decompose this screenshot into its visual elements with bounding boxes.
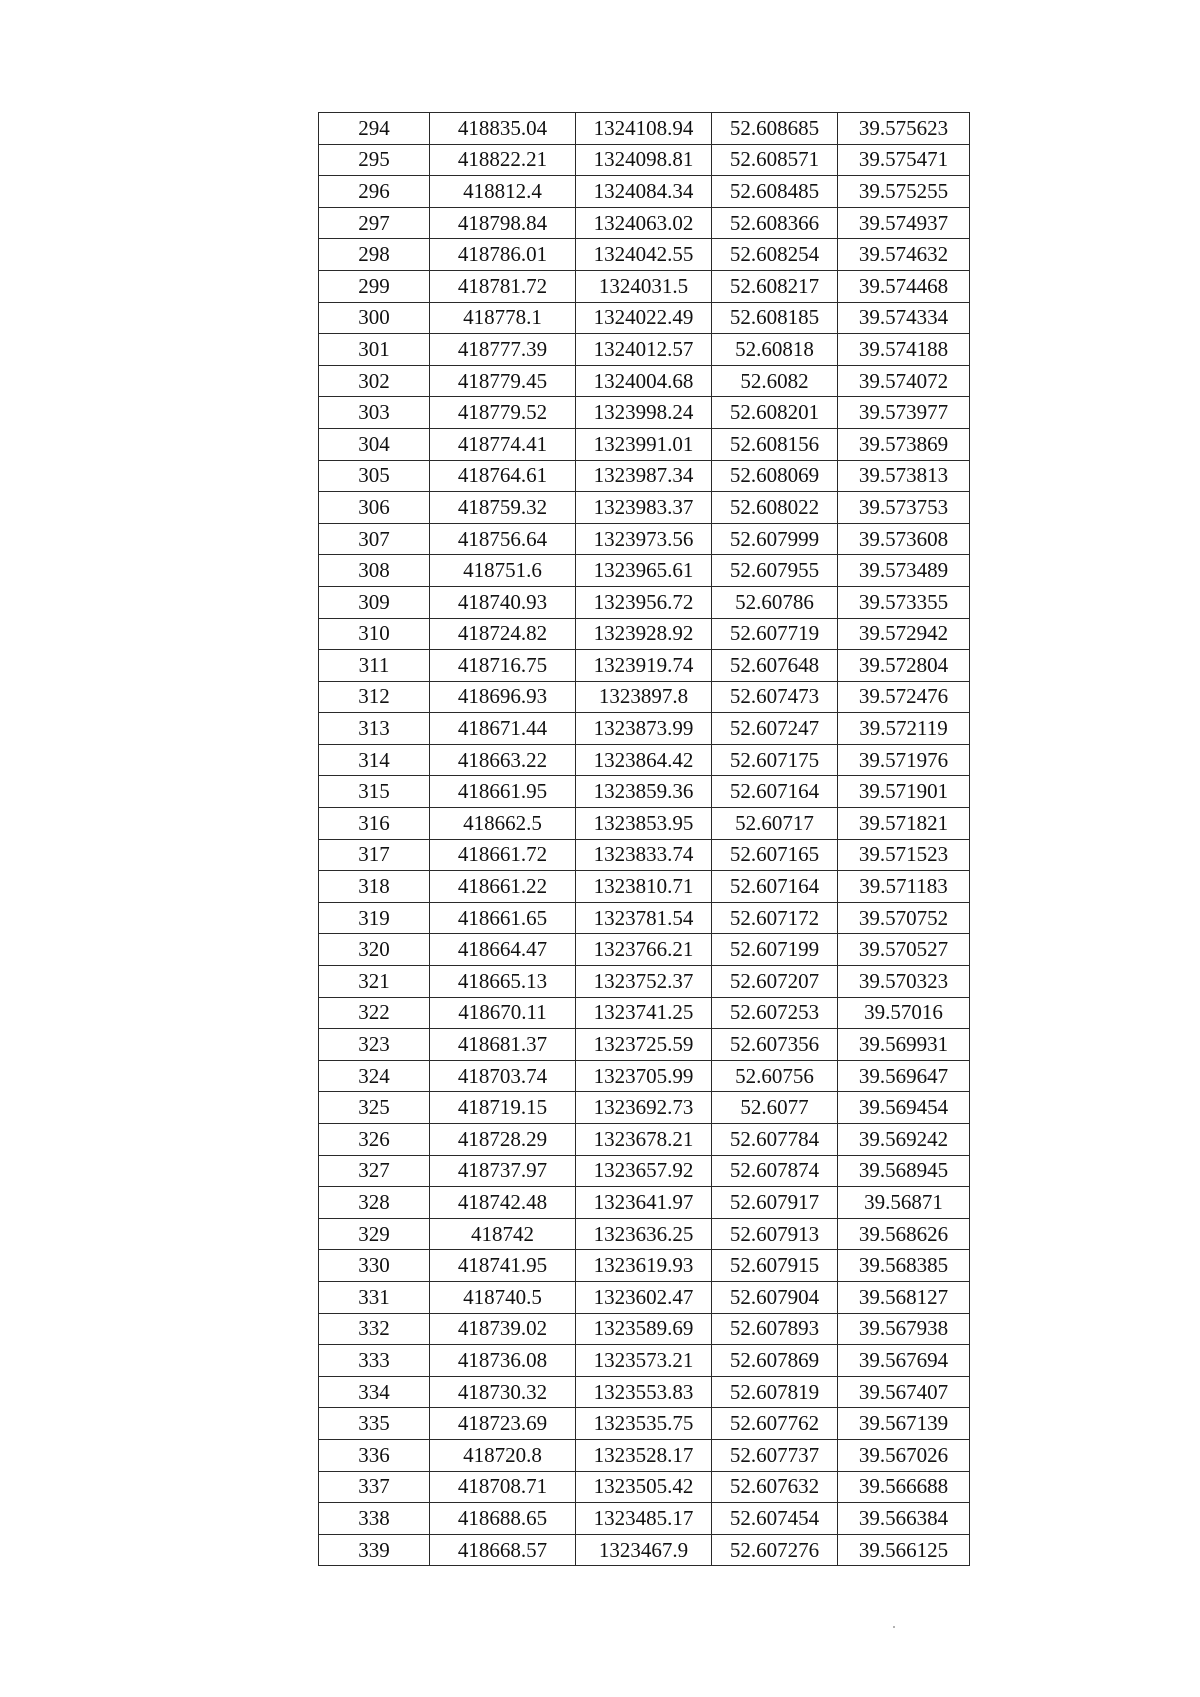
y-coordinate-cell: 1324063.02 [576,207,712,239]
y-coordinate-cell: 1324004.68 [576,365,712,397]
table-row [319,144,970,176]
point-number-cell: 336 [319,1439,430,1471]
x-coordinate-cell: 418741.95 [430,1250,576,1282]
point-number-cell: 308 [319,555,430,587]
table-row [319,1534,970,1566]
y-coordinate-cell: 1324042.55 [576,239,712,271]
point-number-cell: 300 [319,302,430,334]
x-coordinate-cell: 418668.57 [430,1534,576,1566]
x-coordinate-cell: 418737.97 [430,1155,576,1187]
latitude-cell: 52.607172 [712,902,838,934]
latitude-cell: 52.607874 [712,1155,838,1187]
latitude-cell: 52.608201 [712,397,838,429]
table-row [319,966,970,998]
longitude-cell: 39.567407 [838,1376,970,1408]
point-number-cell: 324 [319,1060,430,1092]
point-number-cell: 296 [319,176,430,208]
point-number-cell: 298 [319,239,430,271]
point-number-cell: 313 [319,713,430,745]
table-row [319,1218,970,1250]
longitude-cell: 39.571523 [838,839,970,871]
longitude-cell: 39.568626 [838,1218,970,1250]
table-row [319,397,970,429]
latitude-cell: 52.607999 [712,523,838,555]
point-number-cell: 322 [319,997,430,1029]
latitude-cell: 52.607955 [712,555,838,587]
point-number-cell: 306 [319,492,430,524]
x-coordinate-cell: 418688.65 [430,1503,576,1535]
table-row [319,1439,970,1471]
table-row [319,523,970,555]
latitude-cell: 52.607356 [712,1029,838,1061]
longitude-cell: 39.56871 [838,1187,970,1219]
table-row [319,681,970,713]
longitude-cell: 39.570752 [838,902,970,934]
table-row [319,1503,970,1535]
longitude-cell: 39.568385 [838,1250,970,1282]
longitude-cell: 39.567694 [838,1345,970,1377]
point-number-cell: 316 [319,808,430,840]
x-coordinate-cell: 418681.37 [430,1029,576,1061]
y-coordinate-cell: 1323752.37 [576,966,712,998]
point-number-cell: 337 [319,1471,430,1503]
table-row [319,492,970,524]
table-row [319,302,970,334]
y-coordinate-cell: 1323956.72 [576,586,712,618]
y-coordinate-cell: 1323766.21 [576,934,712,966]
latitude-cell: 52.607253 [712,997,838,1029]
y-coordinate-cell: 1323973.56 [576,523,712,555]
y-coordinate-cell: 1323619.93 [576,1250,712,1282]
longitude-cell: 39.571901 [838,776,970,808]
longitude-cell: 39.573608 [838,523,970,555]
table-row [319,776,970,808]
longitude-cell: 39.569931 [838,1029,970,1061]
y-coordinate-cell: 1323467.9 [576,1534,712,1566]
longitude-cell: 39.566384 [838,1503,970,1535]
point-number-cell: 331 [319,1281,430,1313]
longitude-cell: 39.575471 [838,144,970,176]
longitude-cell: 39.573355 [838,586,970,618]
latitude-cell: 52.60717 [712,808,838,840]
y-coordinate-cell: 1324012.57 [576,334,712,366]
longitude-cell: 39.574072 [838,365,970,397]
y-coordinate-cell: 1323589.69 [576,1313,712,1345]
y-coordinate-cell: 1323781.54 [576,902,712,934]
table-row [319,618,970,650]
table-row [319,713,970,745]
x-coordinate-cell: 418665.13 [430,966,576,998]
latitude-cell: 52.608685 [712,113,838,145]
y-coordinate-cell: 1323928.92 [576,618,712,650]
longitude-cell: 39.567938 [838,1313,970,1345]
point-number-cell: 305 [319,460,430,492]
y-coordinate-cell: 1323725.59 [576,1029,712,1061]
x-coordinate-cell: 418703.74 [430,1060,576,1092]
y-coordinate-cell: 1323919.74 [576,650,712,682]
table-row [319,334,970,366]
table-row [319,871,970,903]
table-row [319,1376,970,1408]
y-coordinate-cell: 1323864.42 [576,744,712,776]
point-number-cell: 335 [319,1408,430,1440]
point-number-cell: 328 [319,1187,430,1219]
point-number-cell: 294 [319,113,430,145]
table-row [319,1281,970,1313]
point-number-cell: 326 [319,1124,430,1156]
x-coordinate-cell: 418779.45 [430,365,576,397]
x-coordinate-cell: 418716.75 [430,650,576,682]
longitude-cell: 39.573489 [838,555,970,587]
table-row [319,1345,970,1377]
scan-speck [893,1626,895,1628]
point-number-cell: 295 [319,144,430,176]
x-coordinate-cell: 418661.22 [430,871,576,903]
longitude-cell: 39.571821 [838,808,970,840]
longitude-cell: 39.572942 [838,618,970,650]
y-coordinate-cell: 1324031.5 [576,270,712,302]
y-coordinate-cell: 1323553.83 [576,1376,712,1408]
point-number-cell: 304 [319,428,430,460]
x-coordinate-cell: 418720.8 [430,1439,576,1471]
latitude-cell: 52.607762 [712,1408,838,1440]
longitude-cell: 39.568127 [838,1281,970,1313]
y-coordinate-cell: 1323535.75 [576,1408,712,1440]
table-row [319,365,970,397]
point-number-cell: 303 [319,397,430,429]
x-coordinate-cell: 418719.15 [430,1092,576,1124]
x-coordinate-cell: 418835.04 [430,113,576,145]
x-coordinate-cell: 418664.47 [430,934,576,966]
table-row [319,934,970,966]
y-coordinate-cell: 1323965.61 [576,555,712,587]
latitude-cell: 52.607164 [712,776,838,808]
latitude-cell: 52.607819 [712,1376,838,1408]
longitude-cell: 39.573753 [838,492,970,524]
latitude-cell: 52.607737 [712,1439,838,1471]
longitude-cell: 39.574937 [838,207,970,239]
x-coordinate-cell: 418756.64 [430,523,576,555]
y-coordinate-cell: 1324022.49 [576,302,712,334]
latitude-cell: 52.607904 [712,1281,838,1313]
coordinate-table [318,112,970,1566]
table-row [319,176,970,208]
x-coordinate-cell: 418777.39 [430,334,576,366]
table-row [319,1250,970,1282]
y-coordinate-cell: 1323998.24 [576,397,712,429]
point-number-cell: 309 [319,586,430,618]
latitude-cell: 52.607247 [712,713,838,745]
longitude-cell: 39.574334 [838,302,970,334]
table-row [319,207,970,239]
y-coordinate-cell: 1323692.73 [576,1092,712,1124]
point-number-cell: 323 [319,1029,430,1061]
point-number-cell: 329 [319,1218,430,1250]
y-coordinate-cell: 1323485.17 [576,1503,712,1535]
table-row [319,1187,970,1219]
x-coordinate-cell: 418778.1 [430,302,576,334]
point-number-cell: 327 [319,1155,430,1187]
latitude-cell: 52.6077 [712,1092,838,1124]
table-row [319,1092,970,1124]
x-coordinate-cell: 418663.22 [430,744,576,776]
latitude-cell: 52.607869 [712,1345,838,1377]
y-coordinate-cell: 1323991.01 [576,428,712,460]
longitude-cell: 39.572476 [838,681,970,713]
x-coordinate-cell: 418661.65 [430,902,576,934]
latitude-cell: 52.607719 [712,618,838,650]
latitude-cell: 52.607917 [712,1187,838,1219]
point-number-cell: 297 [319,207,430,239]
latitude-cell: 52.607632 [712,1471,838,1503]
longitude-cell: 39.571183 [838,871,970,903]
x-coordinate-cell: 418779.52 [430,397,576,429]
point-number-cell: 330 [319,1250,430,1282]
point-number-cell: 301 [319,334,430,366]
y-coordinate-cell: 1324084.34 [576,176,712,208]
latitude-cell: 52.607175 [712,744,838,776]
latitude-cell: 52.608156 [712,428,838,460]
table-row [319,997,970,1029]
longitude-cell: 39.567139 [838,1408,970,1440]
table-body [319,113,970,1566]
y-coordinate-cell: 1323873.99 [576,713,712,745]
point-number-cell: 318 [319,871,430,903]
x-coordinate-cell: 418774.41 [430,428,576,460]
y-coordinate-cell: 1323528.17 [576,1439,712,1471]
x-coordinate-cell: 418742 [430,1218,576,1250]
table-row [319,1408,970,1440]
latitude-cell: 52.608022 [712,492,838,524]
x-coordinate-cell: 418759.32 [430,492,576,524]
y-coordinate-cell: 1323983.37 [576,492,712,524]
y-coordinate-cell: 1323833.74 [576,839,712,871]
latitude-cell: 52.607199 [712,934,838,966]
latitude-cell: 52.608217 [712,270,838,302]
y-coordinate-cell: 1323602.47 [576,1281,712,1313]
y-coordinate-cell: 1323678.21 [576,1124,712,1156]
latitude-cell: 52.607915 [712,1250,838,1282]
point-number-cell: 315 [319,776,430,808]
latitude-cell: 52.607648 [712,650,838,682]
point-number-cell: 334 [319,1376,430,1408]
table-row [319,1313,970,1345]
latitude-cell: 52.607913 [712,1218,838,1250]
point-number-cell: 332 [319,1313,430,1345]
x-coordinate-cell: 418786.01 [430,239,576,271]
point-number-cell: 320 [319,934,430,966]
y-coordinate-cell: 1323897.8 [576,681,712,713]
longitude-cell: 39.569242 [838,1124,970,1156]
longitude-cell: 39.569647 [838,1060,970,1092]
latitude-cell: 52.608366 [712,207,838,239]
point-number-cell: 317 [319,839,430,871]
longitude-cell: 39.569454 [838,1092,970,1124]
table-row [319,1124,970,1156]
x-coordinate-cell: 418781.72 [430,270,576,302]
y-coordinate-cell: 1323573.21 [576,1345,712,1377]
longitude-cell: 39.573977 [838,397,970,429]
longitude-cell: 39.574188 [838,334,970,366]
y-coordinate-cell: 1323853.95 [576,808,712,840]
longitude-cell: 39.572804 [838,650,970,682]
table-row [319,428,970,460]
latitude-cell: 52.60756 [712,1060,838,1092]
longitude-cell: 39.573869 [838,428,970,460]
table-row [319,808,970,840]
y-coordinate-cell: 1323657.92 [576,1155,712,1187]
y-coordinate-cell: 1324108.94 [576,113,712,145]
x-coordinate-cell: 418739.02 [430,1313,576,1345]
longitude-cell: 39.568945 [838,1155,970,1187]
longitude-cell: 39.574468 [838,270,970,302]
point-number-cell: 310 [319,618,430,650]
x-coordinate-cell: 418696.93 [430,681,576,713]
x-coordinate-cell: 418812.4 [430,176,576,208]
table-row [319,270,970,302]
y-coordinate-cell: 1323859.36 [576,776,712,808]
x-coordinate-cell: 418671.44 [430,713,576,745]
longitude-cell: 39.575623 [838,113,970,145]
table-row [319,460,970,492]
latitude-cell: 52.608254 [712,239,838,271]
longitude-cell: 39.570527 [838,934,970,966]
x-coordinate-cell: 418742.48 [430,1187,576,1219]
x-coordinate-cell: 418730.32 [430,1376,576,1408]
x-coordinate-cell: 418764.61 [430,460,576,492]
point-number-cell: 339 [319,1534,430,1566]
longitude-cell: 39.570323 [838,966,970,998]
longitude-cell: 39.572119 [838,713,970,745]
y-coordinate-cell: 1323705.99 [576,1060,712,1092]
table-row [319,1471,970,1503]
table-row [319,1029,970,1061]
y-coordinate-cell: 1323810.71 [576,871,712,903]
latitude-cell: 52.60786 [712,586,838,618]
latitude-cell: 52.607207 [712,966,838,998]
table-row [319,555,970,587]
y-coordinate-cell: 1323741.25 [576,997,712,1029]
longitude-cell: 39.566688 [838,1471,970,1503]
point-number-cell: 319 [319,902,430,934]
table-row [319,239,970,271]
x-coordinate-cell: 418751.6 [430,555,576,587]
latitude-cell: 52.608485 [712,176,838,208]
latitude-cell: 52.607165 [712,839,838,871]
table-row [319,586,970,618]
point-number-cell: 321 [319,966,430,998]
x-coordinate-cell: 418736.08 [430,1345,576,1377]
x-coordinate-cell: 418661.72 [430,839,576,871]
x-coordinate-cell: 418670.11 [430,997,576,1029]
point-number-cell: 311 [319,650,430,682]
x-coordinate-cell: 418662.5 [430,808,576,840]
longitude-cell: 39.57016 [838,997,970,1029]
y-coordinate-cell: 1324098.81 [576,144,712,176]
table-row [319,1155,970,1187]
latitude-cell: 52.607276 [712,1534,838,1566]
longitude-cell: 39.574632 [838,239,970,271]
x-coordinate-cell: 418724.82 [430,618,576,650]
longitude-cell: 39.567026 [838,1439,970,1471]
latitude-cell: 52.608069 [712,460,838,492]
latitude-cell: 52.608571 [712,144,838,176]
x-coordinate-cell: 418798.84 [430,207,576,239]
x-coordinate-cell: 418661.95 [430,776,576,808]
x-coordinate-cell: 418728.29 [430,1124,576,1156]
point-number-cell: 302 [319,365,430,397]
latitude-cell: 52.6082 [712,365,838,397]
x-coordinate-cell: 418723.69 [430,1408,576,1440]
x-coordinate-cell: 418740.5 [430,1281,576,1313]
y-coordinate-cell: 1323641.97 [576,1187,712,1219]
latitude-cell: 52.607164 [712,871,838,903]
x-coordinate-cell: 418708.71 [430,1471,576,1503]
table-row [319,650,970,682]
longitude-cell: 39.571976 [838,744,970,776]
point-number-cell: 299 [319,270,430,302]
latitude-cell: 52.607893 [712,1313,838,1345]
longitude-cell: 39.573813 [838,460,970,492]
x-coordinate-cell: 418822.21 [430,144,576,176]
point-number-cell: 325 [319,1092,430,1124]
longitude-cell: 39.566125 [838,1534,970,1566]
table-row [319,1060,970,1092]
table-row [319,839,970,871]
point-number-cell: 338 [319,1503,430,1535]
x-coordinate-cell: 418740.93 [430,586,576,618]
y-coordinate-cell: 1323505.42 [576,1471,712,1503]
latitude-cell: 52.607454 [712,1503,838,1535]
table-row [319,113,970,145]
longitude-cell: 39.575255 [838,176,970,208]
table-row [319,902,970,934]
point-number-cell: 333 [319,1345,430,1377]
table-row [319,744,970,776]
point-number-cell: 312 [319,681,430,713]
y-coordinate-cell: 1323636.25 [576,1218,712,1250]
latitude-cell: 52.607784 [712,1124,838,1156]
latitude-cell: 52.607473 [712,681,838,713]
point-number-cell: 307 [319,523,430,555]
latitude-cell: 52.60818 [712,334,838,366]
point-number-cell: 314 [319,744,430,776]
y-coordinate-cell: 1323987.34 [576,460,712,492]
latitude-cell: 52.608185 [712,302,838,334]
